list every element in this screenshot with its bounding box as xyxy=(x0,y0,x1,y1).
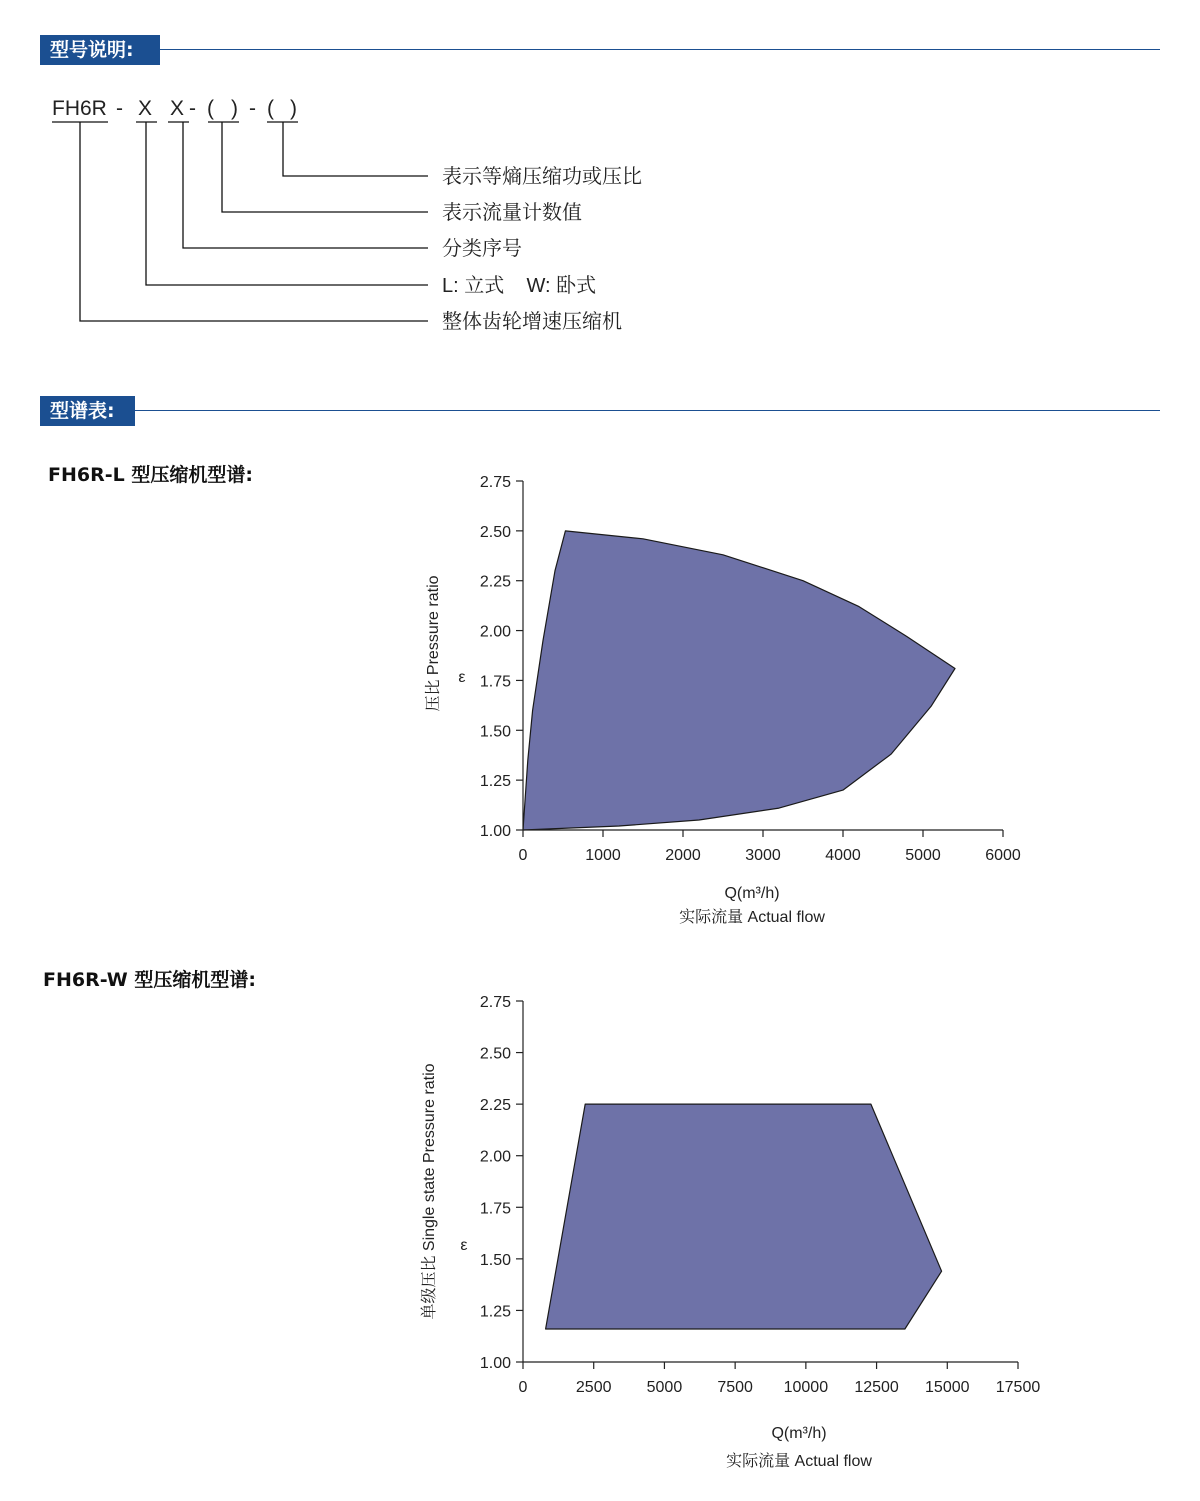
y-tick-label: 2.00 xyxy=(479,1148,511,1166)
y-tick-label: 1.50 xyxy=(479,1251,511,1269)
x-tick-label: 6000 xyxy=(985,847,1021,864)
code-part-paren-close-2: ) xyxy=(290,97,297,120)
x-tick-label: 15000 xyxy=(925,1379,970,1396)
x-tick-label: 0 xyxy=(518,1379,528,1396)
code-part-paren-close-1: ) xyxy=(231,97,238,120)
y-axis-symbol: ε xyxy=(458,669,466,686)
code-explain-compressor-type: 整体齿轮增速压缩机 xyxy=(442,311,622,333)
x-tick-label: 12500 xyxy=(854,1379,899,1396)
chart-w-title: FH6R-W 型压缩机型谱: xyxy=(43,969,256,991)
code-explain-compression-work: 表示等熵压缩功或压比 xyxy=(442,166,642,188)
y-tick-label: 2.50 xyxy=(479,1045,511,1063)
code-part-dash-3: - xyxy=(249,97,256,120)
operating-region xyxy=(523,531,955,830)
code-part-paren-open-1: ( xyxy=(207,97,214,120)
chart-l-title: FH6R-L 型压缩机型谱: xyxy=(48,464,253,486)
chart-l xyxy=(400,460,1060,935)
section-title-model-text: 型号说明: xyxy=(50,39,134,61)
y-tick-label: 1.00 xyxy=(479,823,511,840)
y-axis-label: 单级压比 Single state Pressure ratio xyxy=(421,1063,438,1320)
x-tick-label: 5000 xyxy=(905,847,941,864)
code-explain-orientation: L: 立式 W: 卧式 xyxy=(442,275,597,297)
y-tick-label: 1.50 xyxy=(479,723,511,741)
section-title-model xyxy=(40,35,160,65)
x-axis-label-unit: Q(m³/h) xyxy=(724,885,780,902)
code-part-paren-open-2: ( xyxy=(267,97,274,120)
section-rule-model xyxy=(158,49,1160,50)
section-title-spectrum xyxy=(40,396,135,426)
x-axis-label-unit: Q(m³/h) xyxy=(771,1425,827,1442)
y-tick-label: 2.75 xyxy=(479,474,511,491)
chart-w xyxy=(400,980,1080,1485)
code-part-x-1: X xyxy=(138,97,153,120)
y-tick-label: 2.75 xyxy=(479,994,511,1011)
x-tick-label: 5000 xyxy=(646,1379,683,1396)
x-tick-label: 10000 xyxy=(783,1379,829,1396)
code-part-x-2: X xyxy=(170,97,185,120)
code-part-dash-1: - xyxy=(116,97,123,120)
x-tick-label: 2500 xyxy=(575,1379,612,1396)
section-rule-spectrum xyxy=(133,410,1160,411)
y-axis-symbol: ε xyxy=(460,1237,468,1254)
y-tick-label: 1.25 xyxy=(479,1303,511,1321)
x-tick-label: 4000 xyxy=(825,847,861,864)
code-leader-lines xyxy=(80,122,428,321)
code-explain-class-number: 分类序号 xyxy=(442,238,522,260)
y-tick-label: 2.50 xyxy=(479,523,511,541)
x-tick-label: 2000 xyxy=(665,847,701,864)
section-title-spectrum-text: 型谱表: xyxy=(50,400,115,422)
y-tick-label: 2.00 xyxy=(479,623,511,641)
operating-region xyxy=(546,1104,942,1329)
model-code-diagram xyxy=(0,80,700,350)
y-tick-label: 1.75 xyxy=(479,673,511,691)
y-tick-label: 2.25 xyxy=(479,1097,511,1115)
y-tick-label: 1.25 xyxy=(479,773,511,791)
y-tick-label: 1.00 xyxy=(479,1355,511,1372)
y-tick-label: 2.25 xyxy=(479,573,511,591)
x-tick-label: 1000 xyxy=(585,847,621,864)
y-tick-label: 1.75 xyxy=(479,1200,511,1218)
code-part-fh6r: FH6R xyxy=(52,97,107,120)
x-tick-label: 0 xyxy=(518,847,528,864)
code-part-dash-2: - xyxy=(189,97,196,120)
x-axis-label-name: 实际流量 Actual flow xyxy=(726,1453,872,1470)
code-explain-flow-value: 表示流量计数值 xyxy=(442,202,582,224)
x-tick-label: 7500 xyxy=(717,1379,753,1396)
y-axis-label: 压比 Pressure ratio xyxy=(425,575,442,712)
x-axis-label-name: 实际流量 Actual flow xyxy=(679,909,825,926)
x-tick-label: 17500 xyxy=(995,1379,1041,1396)
x-tick-label: 3000 xyxy=(745,847,781,864)
